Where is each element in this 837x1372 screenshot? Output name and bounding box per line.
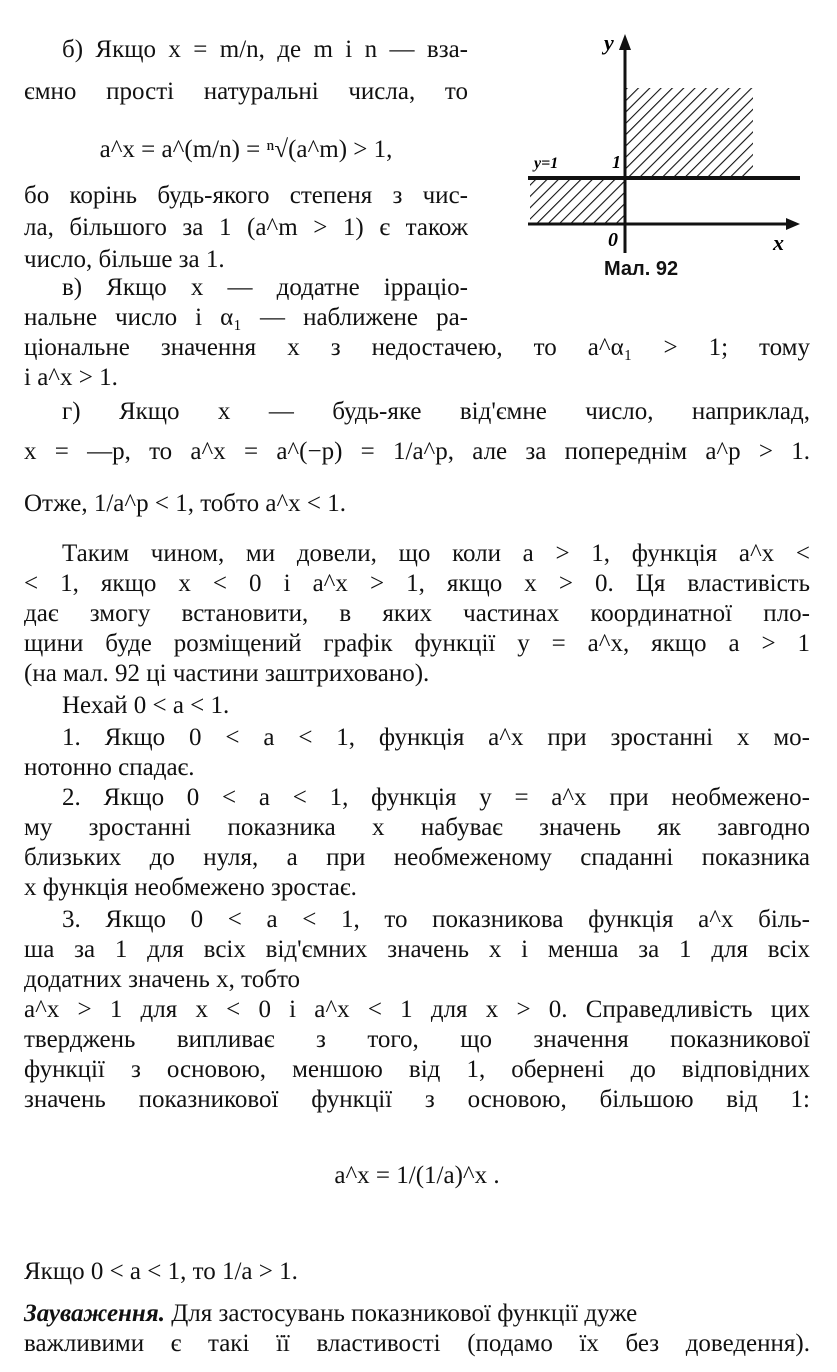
para-g-line3: Отже, 1/a^p < 1, тобто a^x < 1. (24, 490, 347, 517)
para-b-line3: бо корінь будь-якого степеня з чис- (24, 182, 468, 209)
formula-2: a^x = 1/(1/a)^x . (334, 1162, 500, 1189)
para-v-line3: ціональне значення x з недостачею, то a^α₁ > 1; тому (24, 334, 810, 361)
para-2-line3: близьких до нуля, а при необмеженому спаданні показника (24, 844, 810, 871)
para-3-line3: додатних значень x, тобто (24, 966, 301, 993)
note-title: Зауваження. (24, 1300, 165, 1327)
figure-caption: Мал. 92 (604, 258, 679, 280)
origin-label: 0 (608, 229, 618, 251)
para-3-line6: функції з основою, меншою від 1, обернені до відповідних (24, 1056, 810, 1083)
line-label: y=1 (534, 155, 559, 172)
para-last: Якщо 0 < a < 1, то 1/a > 1. (24, 1258, 298, 1285)
para-1-line1: 1. Якщо 0 < a < 1, функція a^x при зростанні x мо- (62, 724, 810, 751)
para-t-line5: (на мал. 92 ці частини заштриховано). (24, 660, 430, 687)
formula-b: a^x = a^(m/n) = ⁿ√(a^m) > 1, (99, 136, 393, 163)
y-axis-arrow (619, 34, 631, 50)
hatched-region-lower-left (530, 178, 625, 224)
para-3-line2: ша за 1 для всіх від'ємних значень x і менша за 1 для всіх (24, 936, 810, 963)
para-3-line4: a^x > 1 для x < 0 і a^x < 1 для x > 0. Справедливість цих (24, 996, 810, 1023)
para-b-line4: ла, більшого за 1 (a^m > 1) є також (24, 214, 468, 241)
para-v-line2: нальне число і α₁ — наближене ра- (24, 304, 468, 331)
para-3-line1: 3. Якщо 0 < a < 1, то показникова функція a^x біль- (62, 906, 810, 933)
one-tick-label: 1 (612, 152, 621, 172)
para-2-line4: x функція необмежено зростає. (24, 874, 357, 901)
para-b-line2: ємно прості натуральні числа, то (24, 78, 468, 105)
note-line2: важливими є такі її властивості (подамо їх без доведення). (24, 1330, 810, 1357)
para-n-line1: Нехай 0 < a < 1. (62, 692, 230, 719)
para-v-line4: і a^x > 1. (24, 364, 118, 391)
para-b-line1: б) Якщо x = m/n, де m і n — вза- (62, 36, 468, 63)
para-t-line2: < 1, якщо x < 0 і a^x > 1, якщо x > 0. Ця властивість (24, 570, 810, 597)
x-axis-label: x (773, 230, 784, 255)
x-axis-arrow (786, 218, 800, 230)
para-2-line1: 2. Якщо 0 < a < 1, функція y = a^x при необмежено- (62, 784, 810, 811)
para-g-line1: г) Якщо x — будь-яке від'ємне число, наприклад, (62, 398, 810, 425)
para-v-line1: в) Якщо x — додатне ірраціо- (62, 274, 468, 301)
hatched-region-upper-right (625, 88, 753, 178)
para-3-line7: значень показникової функції з основою, більшою від 1: (24, 1086, 810, 1113)
para-b-line5: число, більше за 1. (24, 246, 225, 273)
para-t-line1: Таким чином, ми довели, що коли a > 1, функція a^x < (62, 540, 810, 567)
y-axis-label: y (604, 30, 614, 55)
figure-92 (528, 28, 808, 288)
para-3-line5: тверджень випливає з того, що значення показникової (24, 1026, 810, 1053)
para-1-line2: нотонно спадає. (24, 754, 195, 781)
para-t-line4: щини буде розміщений графік функції y = a^x, якщо a > 1 (24, 630, 810, 657)
para-2-line2: му зростанні показника x набуває значень як завгодно (24, 814, 810, 841)
note-text-1: Для застосувань показникової функції дуже (171, 1300, 638, 1327)
para-t-line3: дає змогу встановити, в яких частинах координатної пло- (24, 600, 810, 627)
para-g-line2: x = —p, то a^x = a^(−p) = 1/a^p, але за попереднім a^p > 1. (24, 438, 810, 465)
note-line1 (24, 1298, 810, 1330)
